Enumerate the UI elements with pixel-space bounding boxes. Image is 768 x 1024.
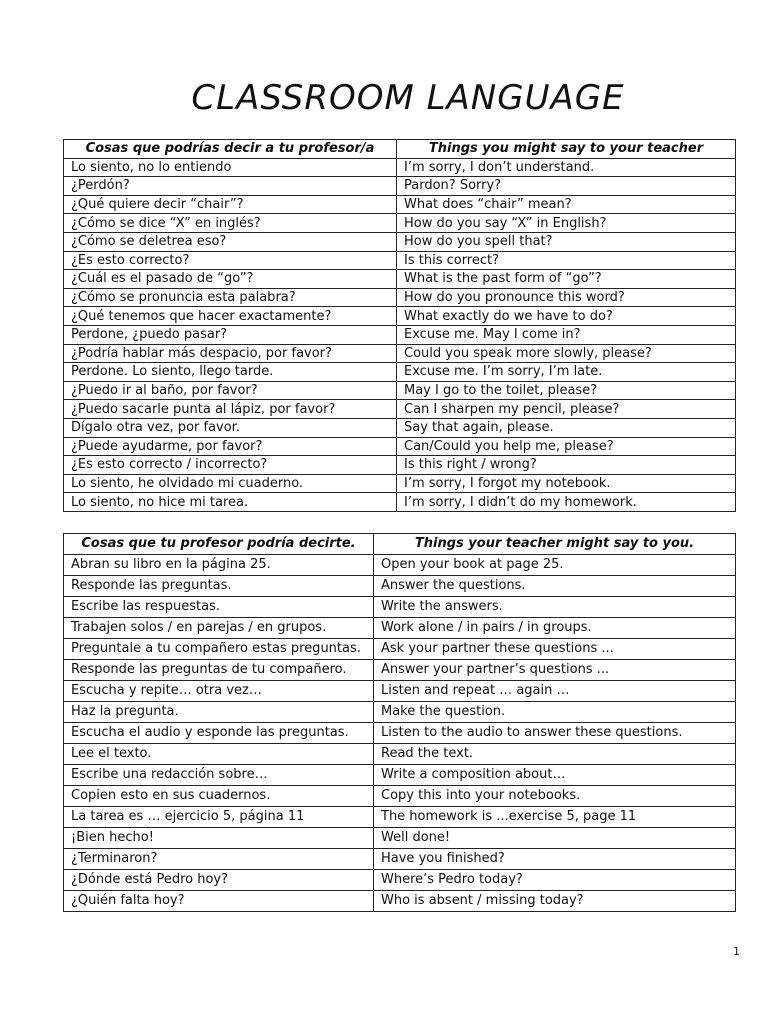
table-row — [64, 493, 736, 512]
table-row — [64, 474, 736, 493]
cell-english: Who is absent / missing today? — [374, 891, 736, 912]
table-row — [64, 288, 736, 307]
cell-spanish: ¿Cómo se pronuncia esta palabra? — [64, 288, 397, 307]
cell-spanish: ¿Qué tenemos que hacer exactamente? — [64, 307, 397, 326]
table-row — [64, 270, 736, 289]
table-things-teacher-might-say — [63, 533, 736, 912]
column-header-english: Things your teacher might say to you. — [374, 534, 736, 555]
cell-spanish: Lo siento, he olvidado mi cuaderno. — [64, 474, 397, 493]
table-row — [64, 765, 736, 786]
page-title: CLASSROOM LANGUAGE — [191, 78, 625, 118]
cell-spanish: Lo siento, no lo entiendo — [64, 158, 397, 177]
table-row — [64, 639, 736, 660]
table-row — [64, 849, 736, 870]
cell-english: Have you finished? — [374, 849, 736, 870]
cell-spanish: ¿Perdón? — [64, 177, 397, 196]
table-row — [64, 251, 736, 270]
cell-english: Say that again, please. — [397, 418, 736, 437]
table-row — [64, 681, 736, 702]
cell-spanish: Dígalo otra vez, por favor. — [64, 418, 397, 437]
table-row — [64, 177, 736, 196]
cell-spanish: Responde las preguntas de tu compañero. — [64, 660, 374, 681]
table-row — [64, 158, 736, 177]
cell-english: Ask your partner these questions ... — [374, 639, 736, 660]
cell-english: Copy this into your notebooks. — [374, 786, 736, 807]
cell-spanish: ¿Cómo se dice “X” en inglés? — [64, 214, 397, 233]
cell-spanish: ¿Terminaron? — [64, 849, 374, 870]
cell-english: Answer your partner’s questions ... — [374, 660, 736, 681]
table-row — [64, 418, 736, 437]
table-row — [64, 325, 736, 344]
cell-spanish: ¿Cuál es el pasado de “go”? — [64, 270, 397, 289]
cell-english: I’m sorry, I forgot my notebook. — [397, 474, 736, 493]
cell-spanish: Copien esto en sus cuadernos. — [64, 786, 374, 807]
table-row — [64, 660, 736, 681]
cell-spanish: Trabajen solos / en parejas / en grupos. — [64, 618, 374, 639]
cell-spanish: Escribe una redacción sobre… — [64, 765, 374, 786]
page-number: 1 — [733, 945, 740, 958]
cell-english: Open your book at page 25. — [374, 555, 736, 576]
cell-spanish: ¡Bien hecho! — [64, 828, 374, 849]
cell-english: Excuse me. I’m sorry, I’m late. — [397, 363, 736, 382]
cell-spanish: La tarea es … ejercicio 5, página 11 — [64, 807, 374, 828]
cell-english: How do you pronounce this word? — [397, 288, 736, 307]
cell-english: How do you say “X” in English? — [397, 214, 736, 233]
table-row — [64, 597, 736, 618]
cell-spanish: Haz la pregunta. — [64, 702, 374, 723]
cell-english: Write the answers. — [374, 597, 736, 618]
cell-spanish: Lee el texto. — [64, 744, 374, 765]
cell-spanish: ¿Podría hablar más despacio, por favor? — [64, 344, 397, 363]
column-header-english: Things you might say to your teacher — [397, 140, 736, 159]
cell-english: What is the past form of “go”? — [397, 270, 736, 289]
cell-english: The homework is ...exercise 5, page 11 — [374, 807, 736, 828]
column-header-spanish: Cosas que podrías decir a tu profesor/a — [64, 140, 397, 159]
table-row — [64, 786, 736, 807]
table-row — [64, 870, 736, 891]
table-row — [64, 891, 736, 912]
cell-english: Listen to the audio to answer these questions. — [374, 723, 736, 744]
cell-spanish: ¿Puedo ir al baño, por favor? — [64, 381, 397, 400]
cell-spanish: Perdone, ¿puedo pasar? — [64, 325, 397, 344]
table-row — [64, 344, 736, 363]
table-row — [64, 232, 736, 251]
cell-english: May I go to the toilet, please? — [397, 381, 736, 400]
table-row — [64, 400, 736, 419]
cell-spanish: ¿Quién falta hoy? — [64, 891, 374, 912]
cell-english: How do you spell that? — [397, 232, 736, 251]
cell-english: Work alone / in pairs / in groups. — [374, 618, 736, 639]
cell-english: Can I sharpen my pencil, please? — [397, 400, 736, 419]
cell-spanish: Responde las preguntas. — [64, 576, 374, 597]
table-row — [64, 456, 736, 475]
table-row — [64, 363, 736, 382]
cell-spanish: Escucha el audio y esponde las preguntas. — [64, 723, 374, 744]
cell-spanish: Abran su libro en la página 25. — [64, 555, 374, 576]
table-header-row — [64, 534, 736, 555]
table-row — [64, 807, 736, 828]
table-row — [64, 618, 736, 639]
table-row — [64, 307, 736, 326]
cell-english: What exactly do we have to do? — [397, 307, 736, 326]
cell-english: Is this right / wrong? — [397, 456, 736, 475]
table-row — [64, 828, 736, 849]
table-row — [64, 214, 736, 233]
table-row — [64, 702, 736, 723]
cell-english: Is this correct? — [397, 251, 736, 270]
table-row — [64, 555, 736, 576]
cell-english: Make the question. — [374, 702, 736, 723]
cell-spanish: ¿Es esto correcto / incorrecto? — [64, 456, 397, 475]
cell-spanish: Preguntale a tu compañero estas preguntas. — [64, 639, 374, 660]
cell-english: Can/Could you help me, please? — [397, 437, 736, 456]
column-header-spanish: Cosas que tu profesor podría decirte. — [64, 534, 374, 555]
cell-english: Read the text. — [374, 744, 736, 765]
cell-english: Write a composition about… — [374, 765, 736, 786]
cell-english: I’m sorry, I didn’t do my homework. — [397, 493, 736, 512]
cell-english: What does “chair” mean? — [397, 195, 736, 214]
cell-spanish: ¿Puedo sacarle punta al lápiz, por favor? — [64, 400, 397, 419]
table-row — [64, 437, 736, 456]
table-row — [64, 381, 736, 400]
cell-english: Where’s Pedro today? — [374, 870, 736, 891]
cell-english: I’m sorry, I don’t understand. — [397, 158, 736, 177]
cell-spanish: Perdone. Lo siento, llego tarde. — [64, 363, 397, 382]
table-row — [64, 576, 736, 597]
cell-spanish: ¿Es esto correcto? — [64, 251, 397, 270]
cell-english: Answer the questions. — [374, 576, 736, 597]
cell-english: Excuse me. May I come in? — [397, 325, 736, 344]
table-header-row — [64, 140, 736, 159]
cell-spanish: ¿Dónde está Pedro hoy? — [64, 870, 374, 891]
cell-english: Could you speak more slowly, please? — [397, 344, 736, 363]
cell-spanish: Escucha y repite… otra vez… — [64, 681, 374, 702]
table-row — [64, 195, 736, 214]
table-row — [64, 723, 736, 744]
table-row — [64, 744, 736, 765]
cell-english: Pardon? Sorry? — [397, 177, 736, 196]
cell-spanish: Lo siento, no hice mi tarea. — [64, 493, 397, 512]
cell-english: Well done! — [374, 828, 736, 849]
table-things-to-say-to-teacher — [63, 139, 736, 512]
cell-english: Listen and repeat … again … — [374, 681, 736, 702]
cell-spanish: ¿Cómo se deletrea eso? — [64, 232, 397, 251]
cell-spanish: Escribe las respuestas. — [64, 597, 374, 618]
cell-spanish: ¿Qué quiere decir “chair”? — [64, 195, 397, 214]
cell-spanish: ¿Puede ayudarme, por favor? — [64, 437, 397, 456]
